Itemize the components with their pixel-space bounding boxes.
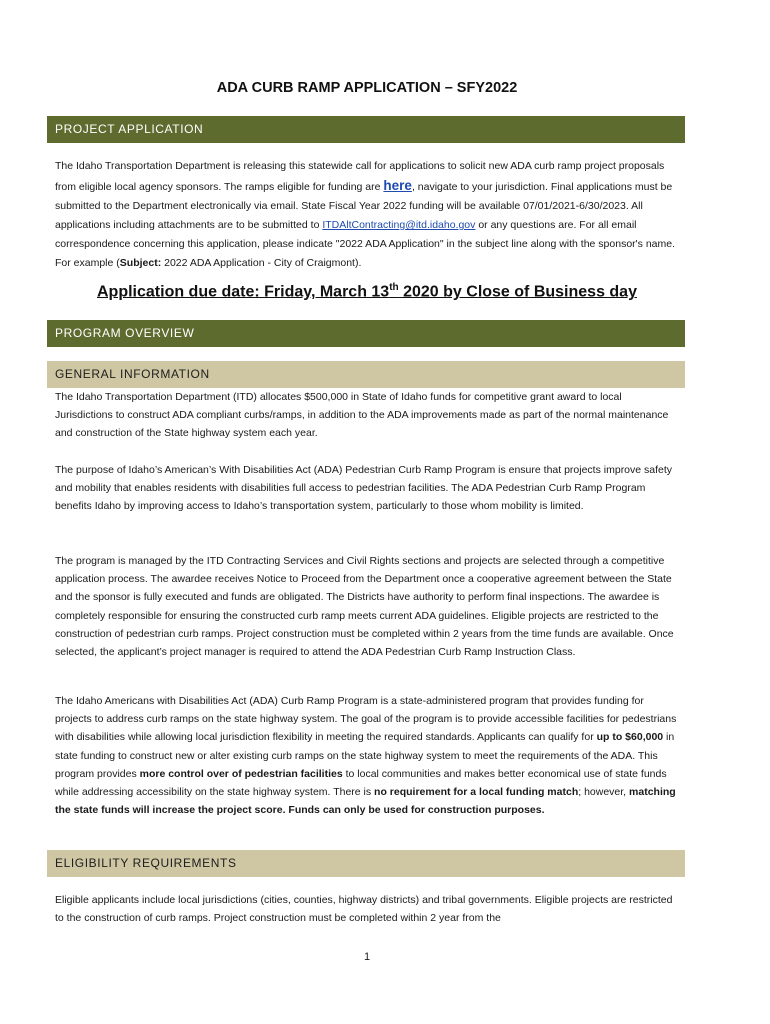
intro-text-4: 2022 ADA Application - City of Craigmont). bbox=[161, 257, 362, 269]
eligibility-paragraph: Eligible applicants include local jurisdictions (cities, counties, highway districts) and tribal governments. Eligible projects are restricted to the construction of curb ramps. Project construction must be completed within 2 year from the bbox=[55, 894, 673, 925]
email-link[interactable]: ITDAltContracting@itd.idaho.gov bbox=[322, 219, 476, 231]
subsection-header-eligibility: ELIGIBILITY REQUIREMENTS bbox=[47, 850, 685, 877]
general-p4-text-c: in state funding to construct new or alter existing curb ramps on the state highway system to meet the requirements of the ADA. This program provides bbox=[55, 731, 675, 780]
general-paragraph-4 bbox=[55, 692, 680, 819]
due-date-heading bbox=[0, 282, 734, 301]
due-date-text-end: 2020 by Close of Business day bbox=[398, 283, 637, 301]
general-paragraph-3: The program is managed by the ITD Contracting Services and Civil Rights sections and projects are selected through a competitive application process. The awardee receives Notice to Proceed from the Department once a cooperative agreement between the State and the sponsor is fully executed and funds are obligated. The Districts have authority to perform final inspections. The awardee is completely responsible for ensuring the constructed curb ramp meets current ADA guidelines. Eligible projects are restricted to the construction of pedestrian curb ramps. Project construction must be completed within 2 years from the time funds are available. Once selected, the applicant’s project manager is required to attend the ADA Pedestrian Curb Ramp Instruction Class. bbox=[55, 555, 674, 659]
general-paragraph-2: The purpose of Idaho’s American’s With Disabilities Act (ADA) Pedestrian Curb Ramp Program is ensure that projects improve safety and mobility that enables residents with disabilities full access to pedestrian facilities. The ADA Pedestrian Curb Ramp Program benefits Idaho by improving access to Idaho’s transportation system, particularly to those whom mobility is limited. bbox=[55, 464, 673, 513]
page-number: 1 bbox=[363, 951, 371, 963]
section-header-project-application: PROJECT APPLICATION bbox=[47, 116, 685, 143]
general-paragraph-1: The Idaho Transportation Department (ITD) allocates $500,000 in State of Idaho funds for competitive grant award to local Jurisdictions to construct ADA compliant curbs/ramps, in addition to the ADA improvements made as part of the normal maintenance and construction of the State highway system each year. bbox=[55, 391, 669, 440]
subsection-header-general-information: GENERAL INFORMATION bbox=[47, 361, 685, 388]
no-match-emphasis: no requirement for a local funding match bbox=[374, 786, 579, 799]
matching-emphasis: matching the state funds will increase the project score. Funds can only be used for construction purposes. bbox=[55, 786, 676, 817]
general-p4-text-g: ; however, bbox=[578, 786, 630, 799]
intro-text-1: The Idaho Transportation Department is releasing this statewide call for applications to solicit new ADA curb ramp project proposals from eligible local agency sponsors. The ramps eligible for funding are bbox=[55, 160, 665, 193]
funding-cap: up to $60,000 bbox=[596, 731, 664, 744]
due-date-text: Application due date: Friday, March 13 bbox=[97, 283, 390, 301]
subject-label: Subject: bbox=[119, 257, 162, 269]
intro-paragraph bbox=[55, 157, 680, 273]
intro-text-2: , navigate to your jurisdiction. Final applications must be submitted to the Department electronically via email. State Fiscal Year 2022 funding will be available 07/01/2021-6/30/2023. All applications including attachments are to be submitted to bbox=[55, 181, 673, 231]
general-p4-text-e: to local communities and makes better economical use of state funds while addressing accessibility on the state highway system. There is bbox=[55, 767, 667, 799]
document-title: ADA CURB RAMP APPLICATION – SFY2022 bbox=[216, 80, 518, 96]
here-link[interactable]: here bbox=[383, 178, 412, 193]
control-emphasis: more control over of pedestrian facilities bbox=[139, 767, 343, 780]
section-header-program-overview: PROGRAM OVERVIEW bbox=[47, 320, 685, 347]
due-date-sup: th bbox=[389, 282, 399, 293]
general-p4-text-a: The Idaho Americans with Disabilities Act (ADA) Curb Ramp Program is a state-administered program that provides funding for projects to address curb ramps on the state highway system. The goal of the program is to provide accessible facilities for pedestrians with disabilities while allowing local jurisdiction flexibility in meeting the required standards. Applicants can qualify for bbox=[55, 695, 677, 744]
intro-text-3: or any questions are. For all email correspondence concerning this application, please indicate "2022 ADA Application" in the subject line along with the sponsor's name. For example ( bbox=[55, 219, 676, 269]
